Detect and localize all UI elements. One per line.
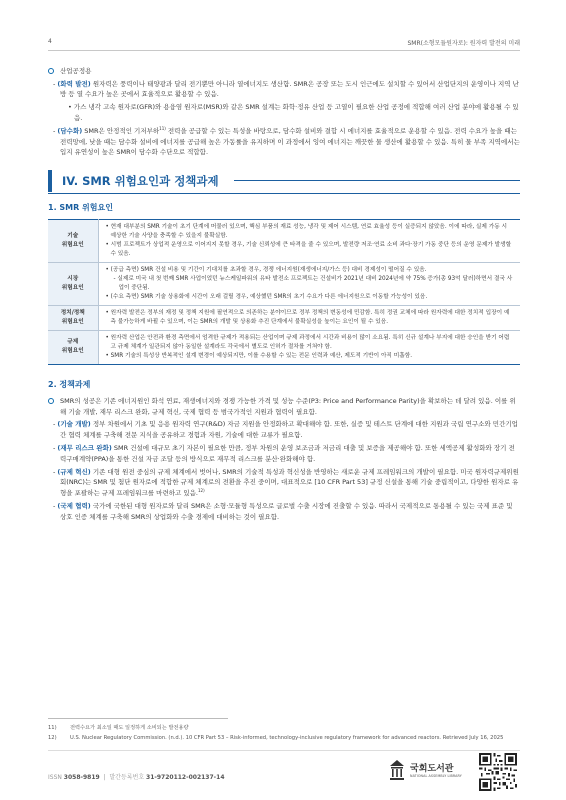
table-row xyxy=(48,262,520,305)
circle-bullet-icon xyxy=(48,68,54,74)
paragraph-thermal: - (화력 발전) 원자력은 풍력이나 태양광과 달리 전기뿐만 아니라 열에너지도 생산함. SMR은 공장 또는 도시 인근에도 설치할 수 있어서 산업단지의 운영이나 지역 난방 등 열 수요가 높은 곳에서 효율적으로 활용할 수 있음. xyxy=(53,79,519,99)
row-header-regulation: 규제 위험요인 xyxy=(48,330,98,364)
row-content-policy: • 원자력 발전은 정부의 재정 및 정책 지원에 필연적으로 의존하는 분야이므로 정부 정책의 변동성에 민감함. 특히 정권 교체에 따라 원자력에 대한 정치적 입장이 예측 불가능하게 바뀔 수 있으며, 이는 SMR의 개발 및 상용화 추진 단계에서 불확실성을 높이는 요인이 될 수 있음. xyxy=(98,305,520,330)
section-heading-iv xyxy=(48,168,520,194)
footnote-12: 12) U.S. Nuclear Regulatory Commission. (n.d.). 10 CFR Part 53 – Risk-informed, technology-inclusive regulatory framework for advanced reactors. Retrieved July 16, 2025 xyxy=(48,735,504,741)
text-thermal: 원자력은 풍력이나 태양광과 달리 전기뿐만 아니라 열에너지도 생산함. SMR은 공장 또는 도시 인근에도 설치할 수 있어서 산업단지의 운영이나 지역 난방 등 열 수요가 높은 곳에서 효율적으로 활용할 수 있음. xyxy=(60,79,519,99)
section-rule xyxy=(234,180,520,181)
page-number: 4 xyxy=(48,38,52,45)
header-divider xyxy=(48,50,520,51)
policy-lead xyxy=(48,396,520,417)
tag-desal: (담수화) xyxy=(57,127,83,136)
footnotes xyxy=(48,724,520,744)
library-name: 국회도서관 xyxy=(410,764,454,774)
page-body xyxy=(48,66,520,525)
text-desal-b: 전력을 공급할 수 있는 특성을 바탕으로, 담수화 설비와 결합 시 에너지를 효율적으로 운용할 수 있음. 전력 수요가 높을 때는 전력망에, 낮을 때는 담수화 설비에 에너지를 공급해 높은 가동률을 유지하며 이 과정에서 잉여 에너지는 깨끗한 물 생산에 활용할 수 있음. 특히 물 부족 지역에서는 입지 유연성이 높은 SMR이 담수화 수단으로 적합함. xyxy=(60,127,520,157)
circle-bullet-icon xyxy=(48,398,54,404)
library-logo[interactable] xyxy=(388,758,468,784)
policy-title: 2. 정책과제 xyxy=(48,379,91,389)
row-content-tech: • 현재 대부분의 SMR 기술이 초기 단계에 머물러 있으며, 핵심 부품의 재료 성능, 냉각 및 제어 시스템, 연료 효율성 등이 실증되지 않았음. 이에 따라, 실제 가동 시 예상한 기술 사양을 충족할 수 있을지 불확실함. • 시범 프로젝트가 상업적 운영으로 이어지지 못할 경우, 기술 신뢰성에 큰 타격을 줄 수 있으며, 발전량 저조·연료 소비 과다·장기 가동 중단 등의 운영 문제가 발생할 수 있음. xyxy=(98,219,520,262)
table-row xyxy=(48,219,520,262)
table-row xyxy=(48,330,520,364)
paragraph-thermal-sub: • 가스 냉각 고속 원자로(GFR)와 용융염 원자로(MSR)와 같은 SMR 설계는 화학·정유 산업 등 고열이 필요한 산업 공정에 적합해 여러 산업 분야에 활용될 수 있음. xyxy=(68,103,519,122)
policy-item-tech: - (기술 개발) 정부 차원에서 기초 및 응용 원자력 연구(R&D) 자금 지원을 안정화하고 확대해야 함. 또한, 실증 및 테스트 단계에 대한 지원과 국립 연구소와 민간기업 간 협력 체계를 구축해 전문 지식을 공유하고 경험과 자원, 기술에 대한 교류가 필요함. xyxy=(53,420,518,439)
row-content-regulation: • 원자력 산업은 안전과 환경 측면에서 엄격한 규제가 적용되는 산업이며 규제 과정에서 시간과 비용이 많이 소요됨. 특히 신규 설계나 부지에 대한 승인을 받기 어렵고 규제 체계가 일관되지 않아 동일한 설계라도 각국에서 별도로 인허가 절차를 거쳐야 함. • SMR 기술의 특성상 반복적인 설계 변경이 예상되지만, 이를 수용할 수 있는 전문 인력과 예산, 제도적 기반이 아직 미흡함. xyxy=(98,330,520,364)
page-header xyxy=(48,38,520,50)
section-title: IV. SMR 위험요인과 정책과제 xyxy=(62,173,219,188)
section-rule-bottom xyxy=(48,193,520,194)
tag-thermal: (화력 발전) xyxy=(57,79,91,88)
library-emblem-icon xyxy=(388,758,406,782)
row-header-market: 시장 위험요인 xyxy=(48,262,98,305)
footnote-11: 11) 전력수요가 최소일 때도 일정하게 소비되는 발전용량 xyxy=(48,725,189,731)
footnote-divider xyxy=(48,718,228,719)
table-row xyxy=(48,305,520,330)
footer-divider xyxy=(48,750,520,751)
policy-lead-text: SMR의 성공은 기존 에너지원인 화석 연료, 재생에너지와 경쟁 가능한 가격 및 성능 수준(P3: Price and Performance Parity)을 확보하는 데 달려 있음. 이를 위해 기술 개발, 재무 리스크 완화, 규제 혁신, 국제 협력 등 범국가적인 지원과 협력이 필요함. xyxy=(60,396,516,416)
risk-table xyxy=(48,219,520,365)
qr-code-icon[interactable] xyxy=(479,753,517,791)
policy-item-finance: - (재무 리스크 완화) SMR 건설에 대규모 초기 자본이 필요한 만큼, 정부 차원의 운영 보조금과 저금리 대출 및 보증을 제공해야 함. 또한 세액공제 활성화와 장기 전력구매계약(PPA)을 통한 건설 자금 조달 등의 방식으로 재무적 리스크를 분산·완화해야 함. xyxy=(53,443,515,463)
running-title: SMR(소형모듈원자로): 원자력 발전의 미래 xyxy=(407,40,520,47)
risk-title: 1. SMR 위험요인 xyxy=(48,202,113,212)
library-name-en: NATIONAL ASSEMBLY LIBRARY xyxy=(410,774,462,778)
paragraph-desal: - (담수화) SMR은 안정적인 기저부하$^{11)}$ 전력을 공급할 수 있는 특성을 바탕으로, 담수화 설비와 결합 시 에너지를 효율적으로 운용할 수 있음. 전력 수요가 높을 때는 전력망에, 낮을 때는 담수화 설비에 에너지를 공급해 높은 가동률을 유지하며 이 과정에서 잉여 에너지는 깨끗한 물 생산에 활용할 수 있음. 특히 물 부족 지역에서는 입지 유연성이 높은 SMR이 담수화 수단으로 적합함. xyxy=(53,126,520,157)
intro-bullet-text: 산업공정용 xyxy=(60,67,92,75)
text-desal-a: SMR은 안정적인 기저부하 xyxy=(82,127,160,136)
footnote-ref-12[interactable]: 12) xyxy=(197,487,205,493)
footer-meta: ISSN 3058-9819 | 발간등록번호 31-9720112-002137-14 xyxy=(48,774,225,781)
text-thermal-sub: 가스 냉각 고속 원자로(GFR)와 용융염 원자로(MSR)와 같은 SMR 설계는 화학·정유 산업 등 고열이 필요한 산업 공정에 적합해 여러 산업 분야에 활용될 수 있음. xyxy=(73,103,519,122)
section-bar-icon xyxy=(48,170,52,192)
policy-item-intl: - (국제 협력) 국가에 국한된 대형 원자로와 달리 SMR은 소형·모듈형 특성으로 글로벌 수출 시장에 진출할 수 있음. 따라서 국제적으로 통용될 수 있는 국제 표준 및 상호 인증 체계를 구축해 SMR의 상업화와 수출 경제에 대비하는 것이 필요함. xyxy=(53,502,513,521)
row-header-tech: 기술 위험요인 xyxy=(48,219,98,262)
footnote-ref-11[interactable]: 11) xyxy=(159,126,166,131)
policy-item-regulation: - (규제 혁신) 기존 대형 원전 중심의 규제 체계에서 벗어나, SMR의 기술적 특성과 혁신성을 반영하는 새로운 규제 프레임워크의 개발이 필요함. 미국 원자력규제위원회(NRC)는 SMR 및 첨단 원자로에 적합한 규제 체계로의 전환을 추진 중이며, 대표적으로 [10 CFR Part 53] 규정 신설을 통해 기술 중립적이고, 다양한 원자로 유형을 포괄하는 규제 프레임워크를 마련하고 있음.$^{12)}$ xyxy=(53,467,519,497)
row-content-market: • (공급 측면) SMR 건설 비용 및 기간이 기대치를 초과할 경우, 경쟁 에너지원(재생에너지/가스 등) 대비 경제성이 떨어질 수 있음. - 실제로 미국 내 첫 번째 SMR 사업이었던 뉴스케일파워의 유타 발전소 프로젝트는 건설비가 2021년 대비 2024년에 약 75% 증가(총 93억 달러)하면서 결국 사업이 중단됨. • (수요 측면) SMR 기술 상용화에 시간이 오래 걸릴 경우, 예상했던 SMR의 초기 수요가 다른 에너지원으로 이동할 가능성이 있음. xyxy=(98,262,520,305)
intro-bullet xyxy=(48,66,520,77)
row-header-policy: 정치/정책 위험요인 xyxy=(48,305,98,330)
